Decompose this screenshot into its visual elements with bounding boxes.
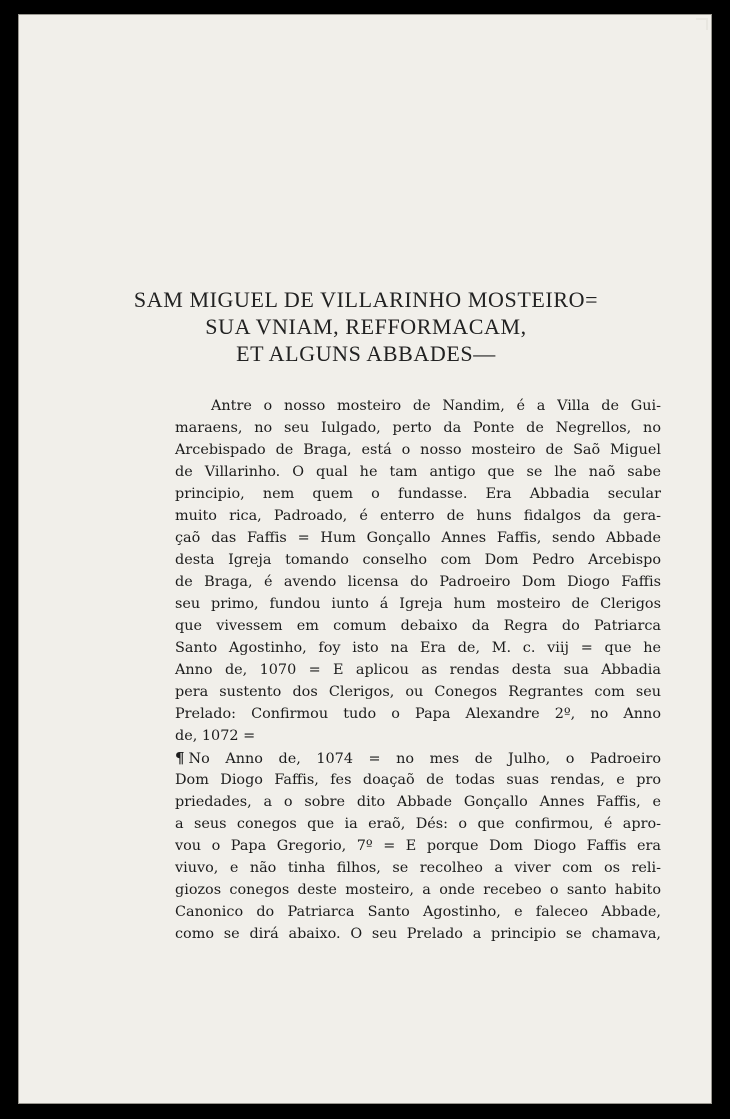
text-line: muito rica, Padroado, é enterro de huns fidalgos da gera-: [175, 508, 661, 524]
text-line: como se dirá abaixo. O seu Prelado a principio se chamava,: [175, 926, 661, 942]
title-line-3: ET ALGUNS ABBADES—: [236, 341, 496, 366]
title-line-1: SAM MIGUEL DE VILLARINHO MOSTEIRO=: [133, 287, 599, 312]
text-line: desta Igreja tomando conselho com Dom Pedro Arcebispo: [175, 552, 661, 568]
text-line: principio, nem quem o fundasse. Era Abbadia secular: [175, 486, 661, 502]
text-line: seu primo, fundou iunto á Igreja hum mosteiro de Clerigos: [175, 596, 661, 612]
text-line: Anno de, 1070 = E aplicou as rendas desta sua Abbadia: [175, 662, 661, 678]
chapter-title: [19, 286, 713, 367]
scanned-page: [18, 14, 712, 1104]
text-line: viuvo, e não tinha filhos, se recolheo a viver com os reli-: [175, 860, 661, 876]
text-line: que vivessem em comum debaixo da Regra do Patriarca: [175, 618, 661, 634]
text-line: Canonico do Patriarca Santo Agostinho, e faleceo Abbade,: [175, 904, 661, 920]
text-line: priedades, a o sobre dito Abbade Gonçallo Annes Faffis, e: [175, 794, 661, 810]
text-line: [175, 747, 661, 769]
text-line: Prelado: Confirmou tudo o Papa Alexandre 2º, no Anno: [175, 706, 661, 722]
text-line: Dom Diogo Faffis, fes doaçaõ de todas suas rendas, e pro: [175, 772, 661, 788]
text-line: Santo Agostinho, foy isto na Era de, M. c. viij = que he: [175, 640, 661, 656]
text-line-content: No Anno de, 1074 = no mes de Julho, o Padroeiro: [188, 751, 661, 767]
pilcrow-mark: ¶: [175, 749, 185, 767]
text-line: a seus conegos que ia eraõ, Dés: o que confirmou, é apro-: [175, 816, 661, 832]
paragraph-2: [175, 747, 661, 945]
text-line: Arcebispado de Braga, está o nosso mosteiro de Saõ Miguel: [175, 442, 661, 458]
text-line: de, 1072 =: [175, 728, 256, 744]
text-line: giozos conegos deste mosteiro, a onde recebeo o santo habito: [175, 882, 661, 898]
text-line: Antre o nosso mosteiro de Nandim, é a Villa de Gui-: [211, 398, 661, 414]
text-line: vou o Papa Gregorio, 7º = E porque Dom Diogo Faffis era: [175, 838, 661, 854]
scan-corner-mark: [696, 18, 708, 30]
paragraph-1: [175, 395, 661, 747]
text-line: de Braga, é avendo licensa do Padroeiro Dom Diogo Faffis: [175, 574, 661, 590]
text-line: pera sustento dos Clerigos, ou Conegos Regrantes com seu: [175, 684, 661, 700]
title-line-2: SUA VNIAM, REFFORMACAM,: [205, 314, 527, 339]
text-line: de Villarinho. O qual he tam antigo que se lhe naõ sabe: [175, 464, 661, 480]
body-text: [175, 395, 661, 945]
text-line: çaõ das Faffis = Hum Gonçallo Annes Faffis, sendo Abbade: [175, 530, 661, 546]
text-line: maraens, no seu Iulgado, perto da Ponte de Negrellos, no: [175, 420, 661, 436]
